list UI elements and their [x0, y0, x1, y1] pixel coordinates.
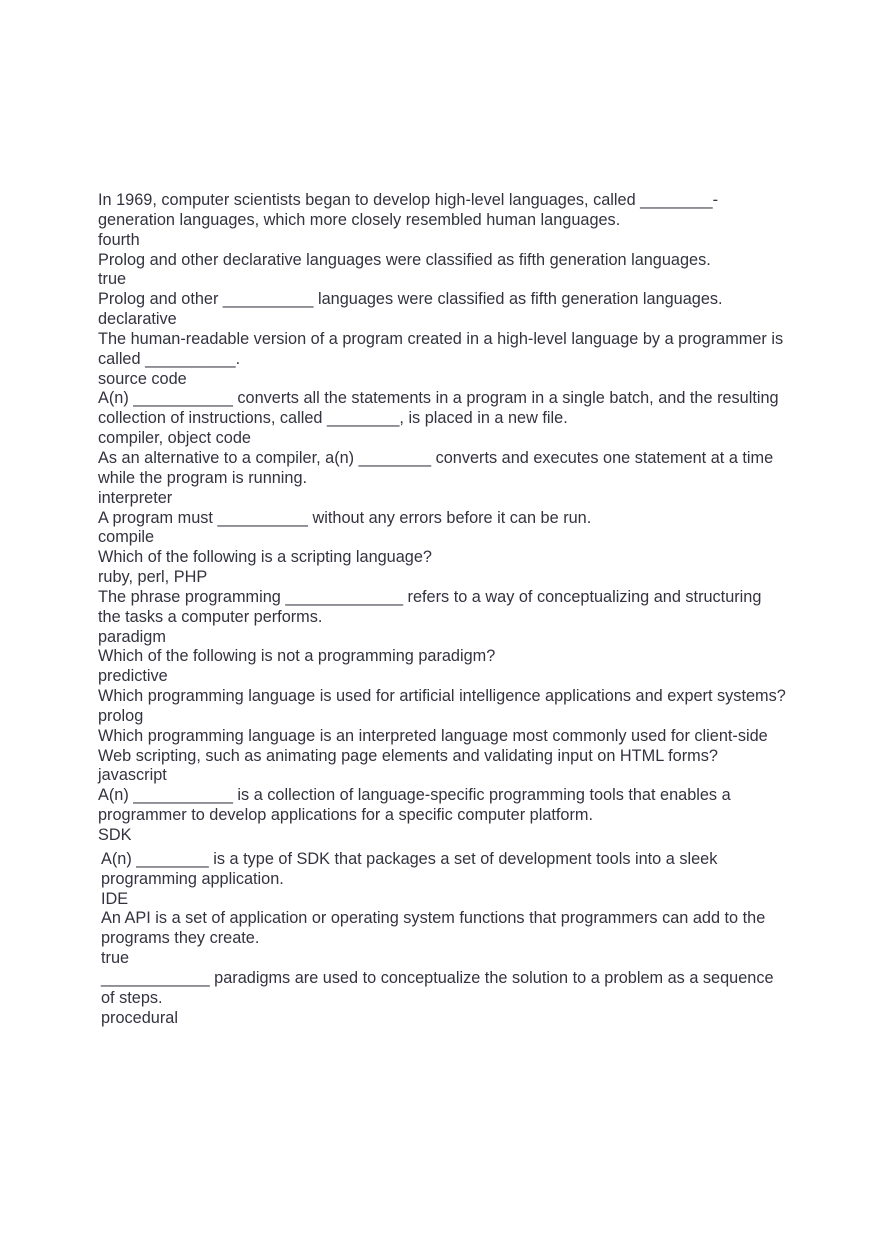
question-text: A(n) ___________ converts all the statements in a program in a single batch, and the resulting collection of instructions, called ________, is placed in a new file. [98, 389, 779, 428]
qa-item-4 [98, 330, 788, 390]
question-text: In 1969, computer scientists began to develop high-level languages, called ________-generation languages, which more closely resembled human languages. [98, 191, 719, 229]
answer-text: source code [98, 369, 187, 388]
answer-text: interpreter [98, 488, 173, 507]
question-text: As an alternative to a compiler, a(n) ________ converts and executes one statement at a time while the program is running. [98, 448, 774, 487]
answer-text: compiler, object code [98, 429, 251, 448]
qa-item-2 [98, 251, 788, 291]
question-text: An API is a set of application or operating system functions that programmers can add to the programs they create. [101, 909, 766, 948]
qa-item-13 [98, 786, 788, 846]
answer-text: ruby, perl, PHP [98, 568, 208, 587]
question-text: Which of the following is a scripting language? [98, 548, 432, 567]
question-text: Prolog and other __________ languages were classified as fifth generation languages. [98, 290, 723, 309]
qa-item-9 [98, 588, 788, 648]
qa-item-6 [98, 449, 788, 509]
qa-item-11 [98, 687, 788, 727]
answer-text: true [98, 270, 127, 289]
flashcard-document [98, 191, 788, 1028]
answer-text: declarative [98, 310, 177, 329]
question-text: A(n) ___________ is a collection of language-specific programming tools that enables a programmer to develop applications for a specific computer platform. [98, 786, 731, 825]
question-text: Which programming language is used for artificial intelligence applications and expert systems? [98, 687, 786, 706]
question-text: A program must __________ without any errors before it can be run. [98, 508, 592, 527]
question-text: The phrase programming _____________ refers to a way of conceptualizing and structuring the tasks a computer performs. [98, 587, 762, 626]
question-text: Prolog and other declarative languages were classified as fifth generation languages. [98, 250, 711, 269]
qa-item-7 [98, 509, 788, 549]
question-text: A(n) ________ is a type of SDK that packages a set of development tools into a sleek programming application. [101, 849, 718, 888]
answer-text: SDK [98, 826, 132, 844]
question-text: Which of the following is not a programming paradigm? [98, 647, 496, 666]
answer-text: paradigm [98, 627, 166, 646]
qa-item-16 [101, 969, 788, 1029]
qa-item-10 [98, 647, 788, 687]
qa-item-14 [101, 850, 788, 910]
answer-text: prolog [98, 706, 144, 725]
qa-item-12 [98, 727, 788, 787]
answer-text: predictive [98, 667, 168, 686]
question-text: The human-readable version of a program created in a high-level language by a programmer is called __________. [98, 329, 784, 368]
question-text: Which programming language is an interpreted language most commonly used for client-side Web scripting, such as animating page elements and validating input on HTML forms? [98, 726, 768, 765]
answer-text: compile [98, 528, 155, 547]
qa-item-1 [98, 191, 788, 251]
answer-text: procedural [101, 1008, 178, 1027]
answer-text: fourth [98, 230, 140, 249]
qa-item-15 [101, 909, 788, 969]
question-text: ____________ paradigms are used to conceptualize the solution to a problem as a sequence of steps. [101, 968, 774, 1007]
qa-item-3 [98, 290, 788, 330]
answer-text: IDE [101, 889, 129, 908]
answer-text: true [101, 949, 130, 968]
answer-text: javascript [98, 766, 167, 785]
qa-item-8 [98, 548, 788, 588]
qa-item-5 [98, 389, 788, 449]
